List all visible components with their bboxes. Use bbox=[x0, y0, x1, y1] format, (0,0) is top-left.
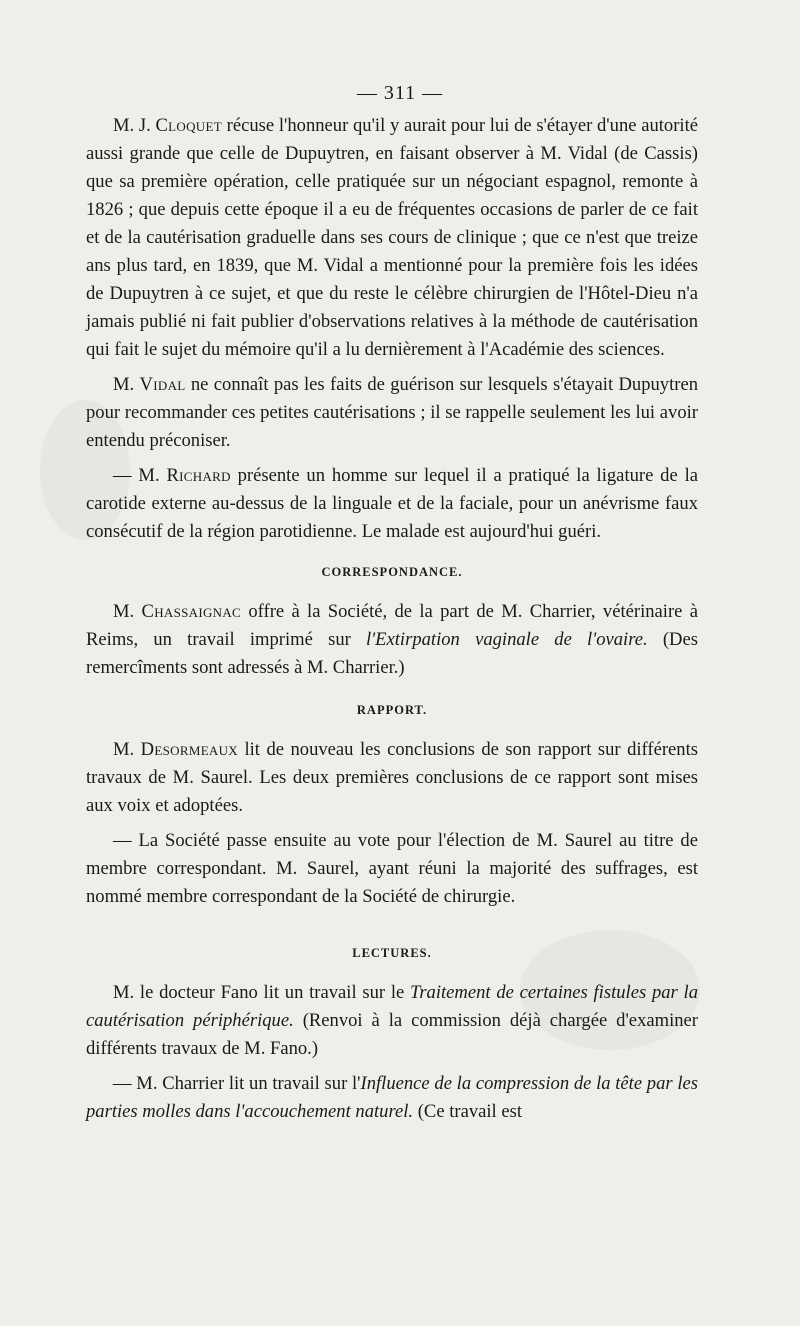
paragraph-text: — M. Charrier lit un travail sur l' bbox=[113, 1073, 361, 1094]
paragraph-text: offre à la Société, de la part de M. Charrier, vétérinaire à Reims, un travail imprimé sur bbox=[86, 601, 698, 650]
paragraph-text: ne connaît pas les faits de guérison sur lesquels s'étayait Dupuytren pour recommander ces petites cautérisations ; il se rappelle seulement les lui avoir entendu préconiser. bbox=[86, 374, 698, 451]
paragraph-richard bbox=[86, 462, 698, 546]
speaker-prefix: M. J. bbox=[113, 115, 156, 136]
paragraph-text: (Des remercîments sont adressés à M. Charrier.) bbox=[86, 629, 698, 678]
paragraph-text: (Renvoi à la commission déjà chargée d'examiner différents travaux de M. Fano.) bbox=[86, 1010, 698, 1059]
work-title: Influence de la compression de la tête par les parties molles dans l'accouchement naturel. bbox=[86, 1073, 699, 1122]
paragraph-cloquet bbox=[86, 112, 698, 364]
work-title: l'Extirpation vaginale de l'ovaire. bbox=[366, 629, 648, 650]
speaker-name: Cloquet bbox=[155, 115, 222, 136]
speaker-name: Desormeaux bbox=[140, 739, 238, 760]
paragraph-desormeaux bbox=[86, 736, 698, 820]
speaker-prefix: M. bbox=[113, 601, 142, 622]
work-title: Traitement de certaines fistules par la cautérisation périphérique. bbox=[86, 982, 698, 1031]
paragraph-text: — La Société passe ensuite au vote pour l'élection de M. Saurel au titre de membre correspondant. M. Saurel, ayant réuni la majorité des suffrages, est nommé membre correspondant de la Société de chirurgie. bbox=[86, 830, 698, 907]
section-heading-lectures: LECTURES. bbox=[352, 946, 432, 960]
paragraph-charrier bbox=[86, 1070, 698, 1126]
body-text bbox=[86, 112, 698, 1133]
section-heading-correspondance: CORRESPONDANCE. bbox=[321, 565, 463, 579]
paragraph-chassaignac bbox=[86, 598, 698, 682]
paragraph-fano bbox=[86, 979, 698, 1063]
paragraph-text: récuse l'honneur qu'il y aurait pour lui de s'étayer d'une autorité aussi grande que celle de Dupuytren, en faisant observer à M. Vidal (de Cassis) que sa première opération, celle pratiquée sur un négociant espagnol, remonte à 1826 ; que depuis cette époque il a eu de fréquentes occasions de parler de ce fait et de la cautérisation graduelle dans ses cours de clinique ; que ce n'est que treize ans plus tard, en 1839, que M. Vidal a mentionné pour la première fois les idées de Dupuytren à ce sujet, et que du reste le célèbre chirurgien de l'Hôtel-Dieu n'a jamais publié ni fait publier d'observations relatives à la méthode de cautérisation qui fait le sujet du mémoire qu'il a lu dernièrement à l'Académie des sciences. bbox=[86, 115, 698, 360]
paragraph-text: présente un homme sur lequel il a pratiqué la ligature de la carotide externe au-dessus de la linguale et de la faciale, pour un anévrisme faux consécutif de la région parotidienne. Le malade est aujourd'hui guéri. bbox=[86, 465, 698, 542]
speaker-name: Chassaignac bbox=[141, 601, 242, 622]
speaker-prefix: M. bbox=[113, 374, 140, 395]
section-heading-rapport: RAPPORT. bbox=[356, 703, 428, 717]
paragraph-vidal bbox=[86, 371, 698, 455]
speaker-name: Richard bbox=[166, 465, 231, 486]
paragraph-text: lit de nouveau les conclusions de son rapport sur différents travaux de M. Saurel. Les deux premières conclusions de ce rapport sont mises aux voix et adoptées. bbox=[86, 739, 698, 816]
page-number: — 311 — bbox=[356, 82, 444, 104]
paragraph-text: (Ce travail est bbox=[413, 1101, 523, 1122]
paragraph-election bbox=[86, 827, 698, 911]
speaker-prefix: — M. bbox=[113, 465, 167, 486]
paragraph-text: M. le docteur Fano lit un travail sur le bbox=[113, 982, 410, 1003]
speaker-prefix: M. bbox=[113, 739, 141, 760]
speaker-name: Vidal bbox=[139, 374, 186, 395]
